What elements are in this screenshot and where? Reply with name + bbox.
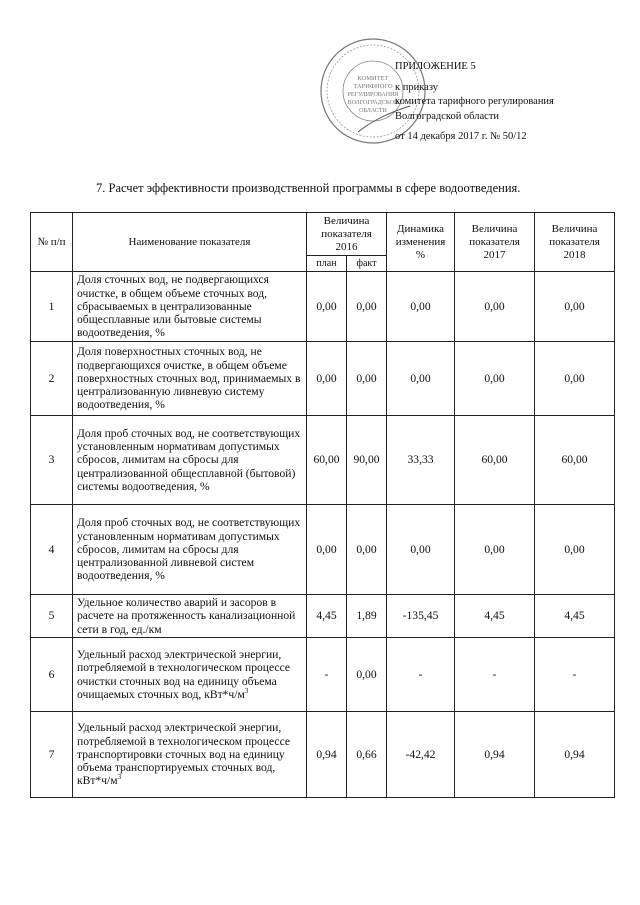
value-2018: 0,00 bbox=[535, 272, 615, 342]
dynamics-value: 0,00 bbox=[387, 342, 455, 416]
header-dynamics: Динамика изменения % bbox=[387, 213, 455, 272]
value-2017: 0,00 bbox=[455, 505, 535, 595]
appendix-label: ПРИЛОЖЕНИЕ 5 bbox=[395, 61, 476, 72]
plan-value: 0,00 bbox=[307, 342, 347, 416]
svg-text:РЕГУЛИРОВАНИЯ: РЕГУЛИРОВАНИЯ bbox=[347, 92, 399, 98]
plan-value: 0,94 bbox=[307, 712, 347, 798]
row-number: 2 bbox=[31, 342, 73, 416]
committee-name: комитета тарифного регулирования bbox=[395, 96, 554, 107]
dynamics-value: -135,45 bbox=[387, 595, 455, 638]
indicator-name: Доля проб сточных вод, не соответствующих установленным нормативам допустимых сбросов, лимитам на сбросы для централизованной общесплавной (бытовой) системы водоотведения, % bbox=[73, 416, 307, 505]
fact-value: 0,00 bbox=[347, 272, 387, 342]
indicator-name: Доля сточных вод, не подвергающихся очистке, в общем объеме сточных вод, сбрасываемых в централизованные общесплавные или бытовые системы водоотведения, % bbox=[73, 272, 307, 342]
order-date: от 14 декабря 2017 г. № 50/12 bbox=[395, 131, 527, 142]
table-row bbox=[31, 505, 615, 595]
header-num: № п/п bbox=[31, 213, 73, 272]
indicator-name: Доля поверхностных сточных вод, не подвергающихся очистке, в общем объеме поверхностных сточных вод, принимаемых в централизованную ливневую систему водоотведения, % bbox=[73, 342, 307, 416]
table-row bbox=[31, 712, 615, 798]
table-row bbox=[31, 342, 615, 416]
value-2018: 0,00 bbox=[535, 342, 615, 416]
svg-text:ТАРИФНОГО: ТАРИФНОГО bbox=[353, 83, 393, 90]
region-name: Волгоградской области bbox=[395, 110, 500, 122]
row-number: 5 bbox=[31, 595, 73, 638]
svg-text:ОБЛАСТИ: ОБЛАСТИ bbox=[359, 108, 387, 114]
table-row bbox=[31, 416, 615, 505]
row-number: 4 bbox=[31, 505, 73, 595]
row-number: 1 bbox=[31, 272, 73, 342]
row-number: 6 bbox=[31, 638, 73, 712]
order-reference: к приказу bbox=[395, 81, 438, 93]
row-number: 7 bbox=[31, 712, 73, 798]
table-header-row bbox=[31, 213, 615, 256]
value-2017: 0,94 bbox=[455, 712, 535, 798]
header-fact: факт bbox=[347, 256, 387, 272]
value-2018: 4,45 bbox=[535, 595, 615, 638]
value-2017: 4,45 bbox=[455, 595, 535, 638]
fact-value: 0,66 bbox=[347, 712, 387, 798]
value-2017: 60,00 bbox=[455, 416, 535, 505]
dynamics-value: -42,42 bbox=[387, 712, 455, 798]
value-2017: 0,00 bbox=[455, 272, 535, 342]
dynamics-value: 0,00 bbox=[387, 505, 455, 595]
unit-superscript: 3 bbox=[117, 773, 122, 782]
value-2018: 0,00 bbox=[535, 505, 615, 595]
fact-value: 1,89 bbox=[347, 595, 387, 638]
indicator-name: Доля проб сточных вод, не соответствующих установленным нормативам допустимых сбросов, лимитам на сбросы для централизованной ливневой систем водоотведения, % bbox=[73, 505, 307, 595]
table-row bbox=[31, 272, 615, 342]
table-row bbox=[31, 638, 615, 712]
value-2018: - bbox=[535, 638, 615, 712]
svg-text:ВОЛГОГРАДСКОЙ: ВОЛГОГРАДСКОЙ bbox=[347, 100, 399, 106]
plan-value: 60,00 bbox=[307, 416, 347, 505]
plan-value: 0,00 bbox=[307, 505, 347, 595]
dynamics-value: 33,33 bbox=[387, 416, 455, 505]
dynamics-value: 0,00 bbox=[387, 272, 455, 342]
indicator-name: Удельный расход электрической энергии, потребляемой в технологическом процессе очистки сточных вод на единицу объема очищаемых сточных вод, $кВт*ч/м^3$ bbox=[73, 638, 307, 712]
plan-value: 0,00 bbox=[307, 272, 347, 342]
fact-value: 90,00 bbox=[347, 416, 387, 505]
header-value-2016: Величина показателя 2016 bbox=[307, 213, 387, 256]
header-name: Наименование показателя bbox=[73, 213, 307, 272]
row-number: 3 bbox=[31, 416, 73, 505]
indicator-name: Удельное количество аварий и засоров в расчете на протяженность канализационной сети в год, ед./км bbox=[73, 595, 307, 638]
indicator-name: Удельный расход электрической энергии, потребляемой в технологическом процессе транспортировки сточных вод на единицу объема транспортируемых сточных вод, $кВт*ч/м^3$ bbox=[73, 712, 307, 798]
header-value-2018: Величина показателя 2018 bbox=[535, 213, 615, 272]
plan-value: - bbox=[307, 638, 347, 712]
document-header bbox=[395, 60, 625, 145]
value-2018: 60,00 bbox=[535, 416, 615, 505]
efficiency-table bbox=[30, 212, 615, 798]
value-2017: - bbox=[455, 638, 535, 712]
section-title: 7. Расчет эффективности производственной программы в сфере водоотведения. bbox=[96, 181, 521, 195]
svg-text:КОМИТЕТ: КОМИТЕТ bbox=[357, 75, 389, 82]
plan-value: 4,45 bbox=[307, 595, 347, 638]
value-2017: 0,00 bbox=[455, 342, 535, 416]
dynamics-value: - bbox=[387, 638, 455, 712]
fact-value: 0,00 bbox=[347, 505, 387, 595]
table-row bbox=[31, 595, 615, 638]
value-2018: 0,94 bbox=[535, 712, 615, 798]
header-value-2017: Величина показателя 2017 bbox=[455, 213, 535, 272]
fact-value: 0,00 bbox=[347, 342, 387, 416]
header-plan: план bbox=[307, 256, 347, 272]
fact-value: 0,00 bbox=[347, 638, 387, 712]
unit-superscript: 3 bbox=[244, 686, 249, 695]
